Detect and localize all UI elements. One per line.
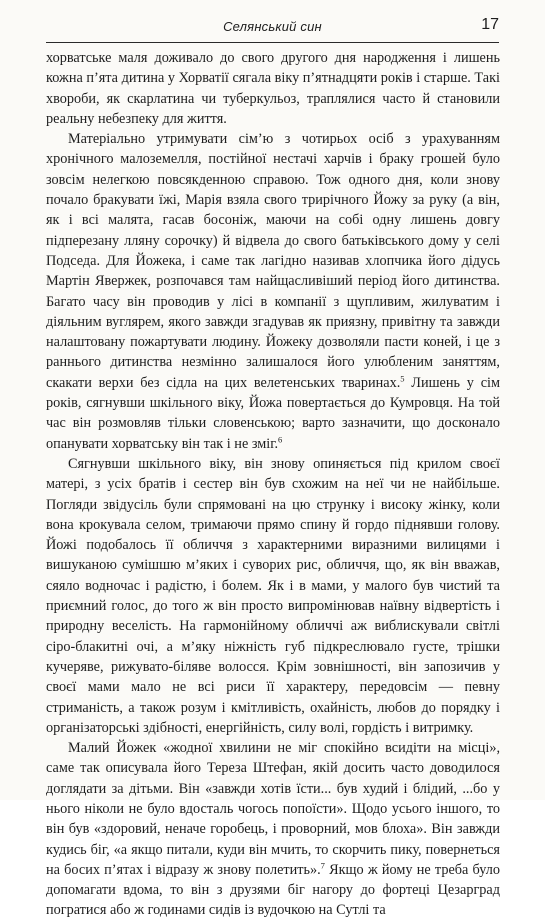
footnote-marker[interactable]: 5 [400,373,405,383]
paragraph [46,454,500,738]
paragraph-text: Лишень у сім років, сягнувши шкільного віку, Йожа повертається до Кумровця. На той час він розмовляв тільки словенською; варто зазначити, що досконало опанувати хорватську він так і не зміг. [46,374,501,452]
paragraph-text: Матеріально утримувати сім’ю з чотирьох осіб з урахуванням хронічного малоземелля, постійної нестачі харчів і браку грошей було зовсім нелегкою повсякденною справою. Тож одного дня, коли знову почало бракувати їжі, Марія взяла свого трирічного Йожу за руку (а він, як і всі малята, гасав босоніж, маючи на собі одну лишень довгу підперезану лляну сорочку) й відвела до свого батьківського дому у селі Подседа. Для Йожека, і саме так лагідно називав хлопчика його дідусь Мартін Явержек, розпочався там найщасливіший період його дитинства. Багато часу він проводив у лісі в компанії з щупливим, жилуватим і діяльним вуглярем, якого завжди згадував як приязну, привітну та завжди налаштовану пожартувати людину. Йожеку дозволяли пасти коней, і це з раннього дитинства незмінно залишалося його улюбленим заняттям, скакати верхи без сідла на цих велетенських тваринах. [46,131,500,391]
paragraph-text: хорватське маля доживало до свого другого дня народження і лишень кожна п’ята дитина у Хорватії сягала віку п’ятнадцяти років і старше. Такі хвороби, як скарлатина чи туберкульоз, траплялися часто й становили реальну небезпеку для життя. [46,50,500,127]
page-number: 17 [481,16,499,33]
running-title: Селянський син [223,19,322,34]
body-text [46,48,500,921]
paragraph [46,48,500,129]
footnote-marker[interactable]: 6 [278,433,283,444]
paragraph-text: Малий Йожек «жодної хвилини не міг спокійно всидіти на місці», саме так описувала його Тереза Штефан, якій досить часто доводилося доглядати за дітьми. Він «завжди хотів їсти... був худий і блідий, ...бо у нього ніколи не було вдосталь чогось попоїсти». Щодо усього іншого, то він був «здоровий, неначе горобець, і проворний, мов блоха». Він завжди кудись біг, «а якщо питали, куди він мчить, то скорчить пику, повернеться на босих п’ятах і відразу ж знову полетить». [46,740,500,878]
paragraph [46,738,500,921]
paragraph-text: Сягнувши шкільного віку, він знову опиняється під крилом своєї матері, з усіх братів і сестер він був схожим на неї чи не найбільше. Погляди звідусіль були спрямовані на цю струнку і високу жінку, коли вона крокувала селом, тримаючи прямо спину й гордо піднявши голову. Йожі подобалось її обличчя з характерними виразними вилицями і вишуканою сумішшю м’яких і суворих рис, обличчя, що, як він вважав, сяяло водночас і радістю, і болем. Як і в мами, у малого був чистий та приємний голос, до того ж він просто випромінював наївну відвертість і природну веселість. На гармонійному обличчі аж виблискували світлі сіро-блакитні очі, а м’яку ніжність губ підкреслювало густе, трішки кучеряве, рижувато-біляве волосся. Крім зовнішності, він запозичив у своєї мами мало не всі риси її характеру, передовсім — певну стриманість, а також розум і кмітливість, охайність, любов до порядку і організаторські здібності, енергійність, силу волі, гордість і витримку. [46,455,500,736]
footnote-marker[interactable]: 7 [320,860,325,871]
page-header [46,14,499,43]
paragraph-text: Якщо ж йому не треба було допомагати вдома, то він з друзями біг нагору до фортеці Цезарград погратися або ж годинами сидів із вудочкою на Сутлі та [46,861,500,919]
paragraph [46,129,500,454]
